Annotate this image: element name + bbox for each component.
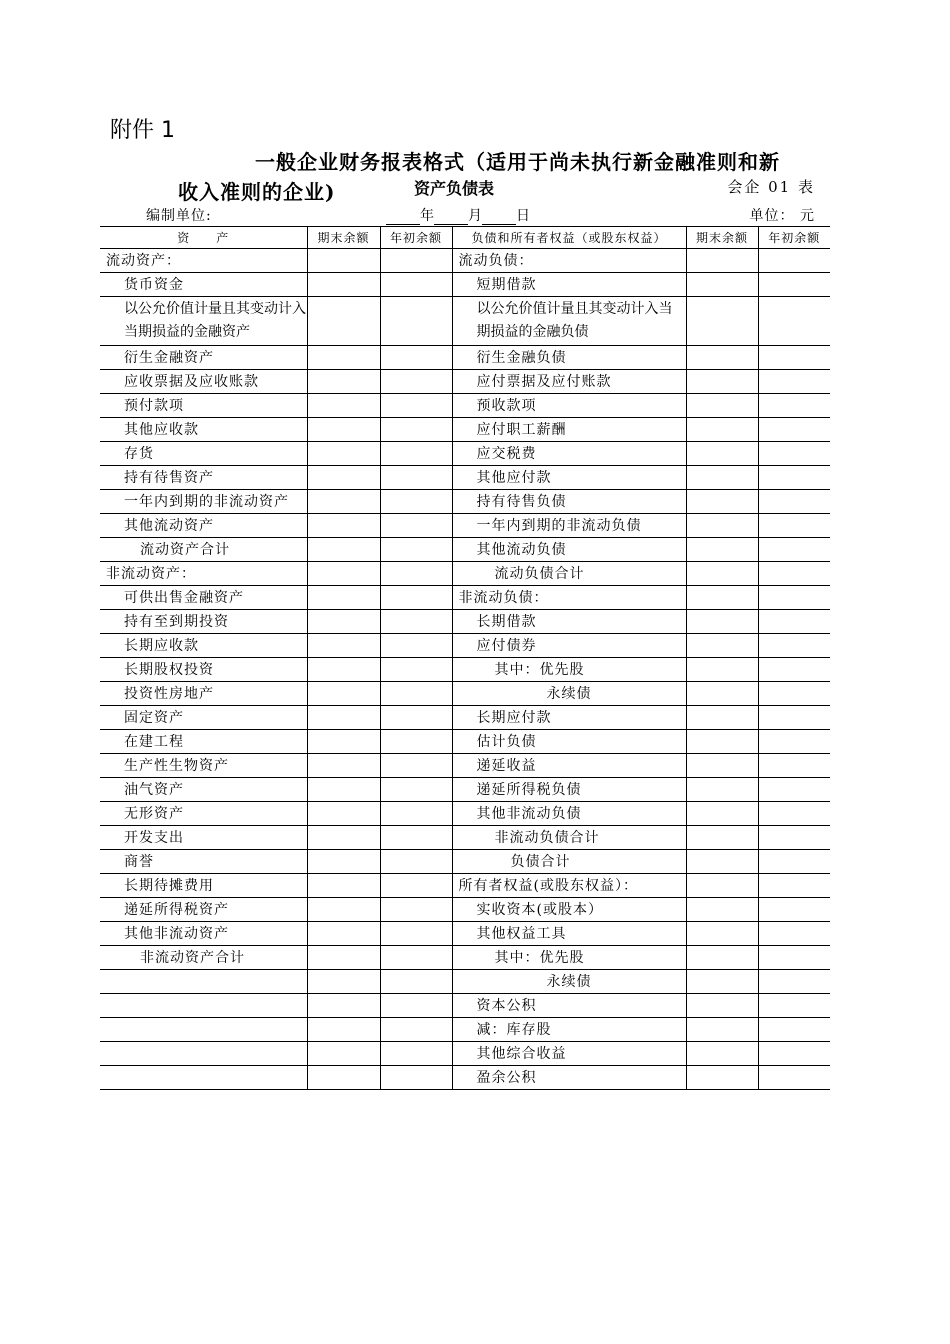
liab-begin-balance-cell[interactable] bbox=[758, 538, 830, 562]
asset-item-label: 递延所得税资产 bbox=[100, 898, 307, 922]
liability-item-label: 实收资本(或股本） bbox=[452, 898, 686, 922]
asset-item-label: 其他非流动资产 bbox=[100, 922, 307, 946]
liab-end-balance-cell[interactable] bbox=[686, 658, 758, 682]
asset-item-label: 生产性生物资产 bbox=[100, 754, 307, 778]
liability-item-label: 以公允价值计量且其变动计入当期损益的金融负债 bbox=[452, 297, 686, 346]
asset-end-balance-cell[interactable] bbox=[307, 418, 380, 442]
asset-begin-balance-cell[interactable] bbox=[380, 970, 452, 994]
liability-item-label: 负债合计 bbox=[452, 850, 686, 874]
asset-begin-balance-cell[interactable] bbox=[380, 273, 452, 297]
asset-begin-balance-cell[interactable] bbox=[380, 442, 452, 466]
year-label: 年 bbox=[420, 208, 434, 224]
liab-begin-balance-cell[interactable] bbox=[758, 922, 830, 946]
asset-item-label: 固定资产 bbox=[100, 706, 307, 730]
table-row bbox=[100, 610, 830, 634]
liab-begin-balance-cell[interactable] bbox=[758, 826, 830, 850]
liability-item-label: 其他流动负债 bbox=[452, 538, 686, 562]
liability-item-label: 资本公积 bbox=[452, 994, 686, 1018]
asset-item-label: 流动资产合计 bbox=[100, 538, 307, 562]
asset-item-label bbox=[100, 970, 307, 994]
asset-begin-balance-cell[interactable] bbox=[380, 994, 452, 1018]
asset-item-label: 持有待售资产 bbox=[100, 466, 307, 490]
liab-begin-balance-cell[interactable] bbox=[758, 418, 830, 442]
liab-begin-balance-cell[interactable] bbox=[758, 249, 830, 273]
asset-begin-balance-cell[interactable] bbox=[380, 634, 452, 658]
asset-begin-balance-cell[interactable] bbox=[380, 706, 452, 730]
month-label: 月 bbox=[468, 208, 482, 224]
asset-begin-balance-cell[interactable] bbox=[380, 538, 452, 562]
liability-item-label: 流动负债合计 bbox=[452, 562, 686, 586]
liability-item-label: 衍生金融负债 bbox=[452, 346, 686, 370]
table-row bbox=[100, 297, 830, 346]
liability-item-label: 盈余公积 bbox=[452, 1066, 686, 1090]
liab-end-balance-cell[interactable] bbox=[686, 1042, 758, 1066]
liab-end-balance-cell[interactable] bbox=[686, 826, 758, 850]
liability-item-label: 其他应付款 bbox=[452, 466, 686, 490]
liab-begin-balance-cell[interactable] bbox=[758, 658, 830, 682]
asset-begin-balance-cell[interactable] bbox=[380, 922, 452, 946]
liab-end-balance-cell[interactable] bbox=[686, 730, 758, 754]
asset-end-balance-cell[interactable] bbox=[307, 297, 380, 346]
asset-item-label: 商誉 bbox=[100, 850, 307, 874]
table-row bbox=[100, 1018, 830, 1042]
asset-begin-balance-cell[interactable] bbox=[380, 586, 452, 610]
liab-begin-balance-cell[interactable] bbox=[758, 346, 830, 370]
liab-begin-balance-cell[interactable] bbox=[758, 946, 830, 970]
liab-end-balance-cell[interactable] bbox=[686, 562, 758, 586]
liab-begin-balance-cell[interactable] bbox=[758, 610, 830, 634]
asset-end-balance-cell[interactable] bbox=[307, 370, 380, 394]
table-row bbox=[100, 682, 830, 706]
table-row bbox=[100, 706, 830, 730]
month-blank[interactable] bbox=[434, 210, 468, 225]
asset-item-label: 存货 bbox=[100, 442, 307, 466]
asset-item-label: 非流动资产： bbox=[100, 562, 307, 586]
asset-end-balance-cell[interactable] bbox=[307, 778, 380, 802]
liability-item-label: 流动负债： bbox=[452, 249, 686, 273]
asset-end-balance-cell[interactable] bbox=[307, 634, 380, 658]
report-title-line2: 收入准则的企业) bbox=[178, 180, 336, 204]
table-row bbox=[100, 874, 830, 898]
asset-end-balance-cell[interactable] bbox=[307, 273, 380, 297]
liab-end-balance-cell[interactable] bbox=[686, 706, 758, 730]
liab-begin-balance-cell[interactable] bbox=[758, 682, 830, 706]
liab-begin-balance-cell[interactable] bbox=[758, 562, 830, 586]
asset-end-balance-cell[interactable] bbox=[307, 562, 380, 586]
liab-begin-balance-cell[interactable] bbox=[758, 394, 830, 418]
table-row bbox=[100, 418, 830, 442]
asset-begin-balance-cell[interactable] bbox=[380, 682, 452, 706]
compiler-label: 编制单位: bbox=[146, 208, 212, 224]
liab-begin-balance-cell[interactable] bbox=[758, 778, 830, 802]
asset-end-balance-cell[interactable] bbox=[307, 610, 380, 634]
asset-item-label: 开发支出 bbox=[100, 826, 307, 850]
liab-begin-balance-cell[interactable] bbox=[758, 442, 830, 466]
asset-end-balance-cell[interactable] bbox=[307, 946, 380, 970]
liab-end-balance-cell[interactable] bbox=[686, 1018, 758, 1042]
table-row bbox=[100, 586, 830, 610]
liab-end-balance-cell[interactable] bbox=[686, 610, 758, 634]
asset-begin-balance-cell[interactable] bbox=[380, 610, 452, 634]
liab-begin-balance-cell[interactable] bbox=[758, 273, 830, 297]
liability-item-label: 应付职工薪酬 bbox=[452, 418, 686, 442]
liability-item-label: 应付债券 bbox=[452, 634, 686, 658]
asset-item-label: 油气资产 bbox=[100, 778, 307, 802]
liability-item-label: 长期借款 bbox=[452, 610, 686, 634]
liab-begin-balance-cell[interactable] bbox=[758, 874, 830, 898]
liab-begin-balance-cell[interactable] bbox=[758, 730, 830, 754]
liability-item-label: 其他综合收益 bbox=[452, 1042, 686, 1066]
liab-begin-balance-cell[interactable] bbox=[758, 994, 830, 1018]
table-row bbox=[100, 538, 830, 562]
attachment-label: 附件 1 bbox=[110, 118, 175, 143]
asset-begin-balance-cell[interactable] bbox=[380, 562, 452, 586]
asset-item-label: 其他应收款 bbox=[100, 418, 307, 442]
asset-item-label bbox=[100, 1042, 307, 1066]
table-row bbox=[100, 946, 830, 970]
asset-end-balance-cell[interactable] bbox=[307, 538, 380, 562]
table-row bbox=[100, 370, 830, 394]
unit-label: 单位： 元 bbox=[749, 208, 815, 224]
asset-end-balance-cell[interactable] bbox=[307, 754, 380, 778]
table-row bbox=[100, 442, 830, 466]
asset-end-balance-cell[interactable] bbox=[307, 970, 380, 994]
liab-begin-balance-cell[interactable] bbox=[758, 634, 830, 658]
asset-item-label: 长期待摊费用 bbox=[100, 874, 307, 898]
liab-begin-balance-cell[interactable] bbox=[758, 970, 830, 994]
asset-begin-balance-cell[interactable] bbox=[380, 394, 452, 418]
asset-item-label: 在建工程 bbox=[100, 730, 307, 754]
asset-item-label: 流动资产： bbox=[100, 249, 307, 273]
table-header-row bbox=[100, 227, 830, 249]
liability-item-label: 持有待售负债 bbox=[452, 490, 686, 514]
liab-end-balance-cell[interactable] bbox=[686, 970, 758, 994]
table-row bbox=[100, 249, 830, 273]
asset-item-label: 以公允价值计量且其变动计入当期损益的金融资产 bbox=[100, 297, 307, 346]
table-row bbox=[100, 730, 830, 754]
asset-item-label bbox=[100, 994, 307, 1018]
table-row bbox=[100, 778, 830, 802]
col-header-asset-begin-balance: 年初余额 bbox=[380, 227, 452, 249]
table-row bbox=[100, 898, 830, 922]
liab-end-balance-cell[interactable] bbox=[686, 634, 758, 658]
asset-end-balance-cell[interactable] bbox=[307, 706, 380, 730]
table-row bbox=[100, 634, 830, 658]
liab-begin-balance-cell[interactable] bbox=[758, 1018, 830, 1042]
liab-begin-balance-cell[interactable] bbox=[758, 297, 830, 346]
table-row bbox=[100, 346, 830, 370]
asset-end-balance-cell[interactable] bbox=[307, 994, 380, 1018]
asset-end-balance-cell[interactable] bbox=[307, 1066, 380, 1090]
asset-end-balance-cell[interactable] bbox=[307, 922, 380, 946]
report-title-line1: 一般企业财务报表格式（适用于尚未执行新金融准则和新 bbox=[255, 150, 780, 174]
liability-item-label: 其中：优先股 bbox=[452, 658, 686, 682]
day-blank[interactable] bbox=[482, 210, 516, 225]
liab-end-balance-cell[interactable] bbox=[686, 418, 758, 442]
col-header-liabilities-equity: 负债和所有者权益（或股东权益） bbox=[452, 227, 686, 249]
sheet-title: 资产负债表 bbox=[414, 179, 495, 198]
liability-item-label: 永续债 bbox=[452, 970, 686, 994]
asset-item-label: 应收票据及应收账款 bbox=[100, 370, 307, 394]
asset-begin-balance-cell[interactable] bbox=[380, 466, 452, 490]
liab-begin-balance-cell[interactable] bbox=[758, 370, 830, 394]
liab-end-balance-cell[interactable] bbox=[686, 802, 758, 826]
liab-end-balance-cell[interactable] bbox=[686, 514, 758, 538]
asset-end-balance-cell[interactable] bbox=[307, 346, 380, 370]
liability-item-label: 估计负债 bbox=[452, 730, 686, 754]
col-header-liab-end-balance: 期末余额 bbox=[686, 227, 758, 249]
asset-begin-balance-cell[interactable] bbox=[380, 658, 452, 682]
day-label: 日 bbox=[516, 208, 530, 224]
liab-end-balance-cell[interactable] bbox=[686, 754, 758, 778]
table-row bbox=[100, 562, 830, 586]
form-code: 会企 01 表 bbox=[727, 178, 815, 196]
date-line bbox=[386, 205, 530, 225]
asset-begin-balance-cell[interactable] bbox=[380, 946, 452, 970]
table-row bbox=[100, 754, 830, 778]
asset-item-label: 持有至到期投资 bbox=[100, 610, 307, 634]
asset-end-balance-cell[interactable] bbox=[307, 802, 380, 826]
liability-item-label: 递延所得税负债 bbox=[452, 778, 686, 802]
asset-item-label: 无形资产 bbox=[100, 802, 307, 826]
asset-end-balance-cell[interactable] bbox=[307, 466, 380, 490]
asset-end-balance-cell[interactable] bbox=[307, 826, 380, 850]
table-row bbox=[100, 394, 830, 418]
asset-begin-balance-cell[interactable] bbox=[380, 802, 452, 826]
asset-item-label: 衍生金融资产 bbox=[100, 346, 307, 370]
asset-end-balance-cell[interactable] bbox=[307, 898, 380, 922]
liab-end-balance-cell[interactable] bbox=[686, 442, 758, 466]
asset-end-balance-cell[interactable] bbox=[307, 514, 380, 538]
asset-begin-balance-cell[interactable] bbox=[380, 249, 452, 273]
col-header-assets: 资 产 bbox=[100, 227, 307, 249]
liab-end-balance-cell[interactable] bbox=[686, 994, 758, 1018]
col-header-liab-begin-balance: 年初余额 bbox=[758, 227, 830, 249]
liability-item-label: 应付票据及应付账款 bbox=[452, 370, 686, 394]
liab-end-balance-cell[interactable] bbox=[686, 466, 758, 490]
liab-end-balance-cell[interactable] bbox=[686, 874, 758, 898]
liab-end-balance-cell[interactable] bbox=[686, 778, 758, 802]
asset-begin-balance-cell[interactable] bbox=[380, 778, 452, 802]
asset-end-balance-cell[interactable] bbox=[307, 682, 380, 706]
asset-begin-balance-cell[interactable] bbox=[380, 1066, 452, 1090]
liab-end-balance-cell[interactable] bbox=[686, 297, 758, 346]
asset-item-label: 其他流动资产 bbox=[100, 514, 307, 538]
liab-begin-balance-cell[interactable] bbox=[758, 586, 830, 610]
table-row bbox=[100, 1066, 830, 1090]
table-row bbox=[100, 514, 830, 538]
table-row bbox=[100, 658, 830, 682]
liab-end-balance-cell[interactable] bbox=[686, 922, 758, 946]
liab-end-balance-cell[interactable] bbox=[686, 898, 758, 922]
liability-item-label: 所有者权益(或股东权益）： bbox=[452, 874, 686, 898]
table-row bbox=[100, 490, 830, 514]
asset-end-balance-cell[interactable] bbox=[307, 730, 380, 754]
liability-item-label: 减：库存股 bbox=[452, 1018, 686, 1042]
asset-end-balance-cell[interactable] bbox=[307, 1018, 380, 1042]
asset-item-label bbox=[100, 1066, 307, 1090]
liab-end-balance-cell[interactable] bbox=[686, 394, 758, 418]
asset-begin-balance-cell[interactable] bbox=[380, 418, 452, 442]
asset-begin-balance-cell[interactable] bbox=[380, 874, 452, 898]
liab-end-balance-cell[interactable] bbox=[686, 946, 758, 970]
asset-begin-balance-cell[interactable] bbox=[380, 514, 452, 538]
liab-begin-balance-cell[interactable] bbox=[758, 466, 830, 490]
asset-item-label: 长期应收款 bbox=[100, 634, 307, 658]
asset-begin-balance-cell[interactable] bbox=[380, 730, 452, 754]
table-row bbox=[100, 826, 830, 850]
asset-begin-balance-cell[interactable] bbox=[380, 850, 452, 874]
asset-end-balance-cell[interactable] bbox=[307, 874, 380, 898]
asset-begin-balance-cell[interactable] bbox=[380, 346, 452, 370]
asset-begin-balance-cell[interactable] bbox=[380, 490, 452, 514]
asset-end-balance-cell[interactable] bbox=[307, 586, 380, 610]
liab-end-balance-cell[interactable] bbox=[686, 850, 758, 874]
table-row bbox=[100, 466, 830, 490]
col-header-asset-end-balance: 期末余额 bbox=[307, 227, 380, 249]
asset-end-balance-cell[interactable] bbox=[307, 658, 380, 682]
liab-begin-balance-cell[interactable] bbox=[758, 1066, 830, 1090]
asset-item-label: 预付款项 bbox=[100, 394, 307, 418]
table-row bbox=[100, 850, 830, 874]
liability-item-label: 非流动负债合计 bbox=[452, 826, 686, 850]
asset-end-balance-cell[interactable] bbox=[307, 442, 380, 466]
liab-begin-balance-cell[interactable] bbox=[758, 1042, 830, 1066]
liab-end-balance-cell[interactable] bbox=[686, 346, 758, 370]
liability-item-label: 应交税费 bbox=[452, 442, 686, 466]
liab-end-balance-cell[interactable] bbox=[686, 273, 758, 297]
asset-begin-balance-cell[interactable] bbox=[380, 1042, 452, 1066]
liab-begin-balance-cell[interactable] bbox=[758, 802, 830, 826]
liab-end-balance-cell[interactable] bbox=[686, 490, 758, 514]
liability-item-label: 其他非流动负债 bbox=[452, 802, 686, 826]
liability-item-label: 永续债 bbox=[452, 682, 686, 706]
asset-end-balance-cell[interactable] bbox=[307, 394, 380, 418]
liability-item-label: 长期应付款 bbox=[452, 706, 686, 730]
table-row bbox=[100, 970, 830, 994]
liab-begin-balance-cell[interactable] bbox=[758, 754, 830, 778]
liab-begin-balance-cell[interactable] bbox=[758, 850, 830, 874]
balance-sheet-table bbox=[100, 226, 830, 1090]
liability-item-label: 其中：优先股 bbox=[452, 946, 686, 970]
table-row bbox=[100, 273, 830, 297]
liab-end-balance-cell[interactable] bbox=[686, 538, 758, 562]
table-row bbox=[100, 994, 830, 1018]
asset-begin-balance-cell[interactable] bbox=[380, 370, 452, 394]
liability-item-label: 递延收益 bbox=[452, 754, 686, 778]
liab-begin-balance-cell[interactable] bbox=[758, 706, 830, 730]
asset-end-balance-cell[interactable] bbox=[307, 490, 380, 514]
asset-begin-balance-cell[interactable] bbox=[380, 297, 452, 346]
liab-begin-balance-cell[interactable] bbox=[758, 490, 830, 514]
liab-end-balance-cell[interactable] bbox=[686, 249, 758, 273]
asset-begin-balance-cell[interactable] bbox=[380, 1018, 452, 1042]
asset-item-label: 非流动资产合计 bbox=[100, 946, 307, 970]
liability-item-label: 预收款项 bbox=[452, 394, 686, 418]
liab-end-balance-cell[interactable] bbox=[686, 682, 758, 706]
year-blank[interactable] bbox=[386, 210, 420, 225]
liab-begin-balance-cell[interactable] bbox=[758, 898, 830, 922]
asset-item-label: 一年内到期的非流动资产 bbox=[100, 490, 307, 514]
asset-item-label bbox=[100, 1018, 307, 1042]
asset-begin-balance-cell[interactable] bbox=[380, 826, 452, 850]
liab-end-balance-cell[interactable] bbox=[686, 370, 758, 394]
asset-item-label: 投资性房地产 bbox=[100, 682, 307, 706]
asset-item-label: 可供出售金融资产 bbox=[100, 586, 307, 610]
asset-end-balance-cell[interactable] bbox=[307, 850, 380, 874]
table-row bbox=[100, 1042, 830, 1066]
table-row bbox=[100, 802, 830, 826]
asset-item-label: 长期股权投资 bbox=[100, 658, 307, 682]
asset-end-balance-cell[interactable] bbox=[307, 1042, 380, 1066]
table-row bbox=[100, 922, 830, 946]
liab-end-balance-cell[interactable] bbox=[686, 1066, 758, 1090]
liab-begin-balance-cell[interactable] bbox=[758, 514, 830, 538]
asset-begin-balance-cell[interactable] bbox=[380, 898, 452, 922]
asset-begin-balance-cell[interactable] bbox=[380, 754, 452, 778]
liability-item-label: 短期借款 bbox=[452, 273, 686, 297]
liab-end-balance-cell[interactable] bbox=[686, 586, 758, 610]
liability-item-label: 一年内到期的非流动负债 bbox=[452, 514, 686, 538]
asset-end-balance-cell[interactable] bbox=[307, 249, 380, 273]
liability-item-label: 非流动负债： bbox=[452, 586, 686, 610]
liability-item-label: 其他权益工具 bbox=[452, 922, 686, 946]
asset-item-label: 货币资金 bbox=[100, 273, 307, 297]
